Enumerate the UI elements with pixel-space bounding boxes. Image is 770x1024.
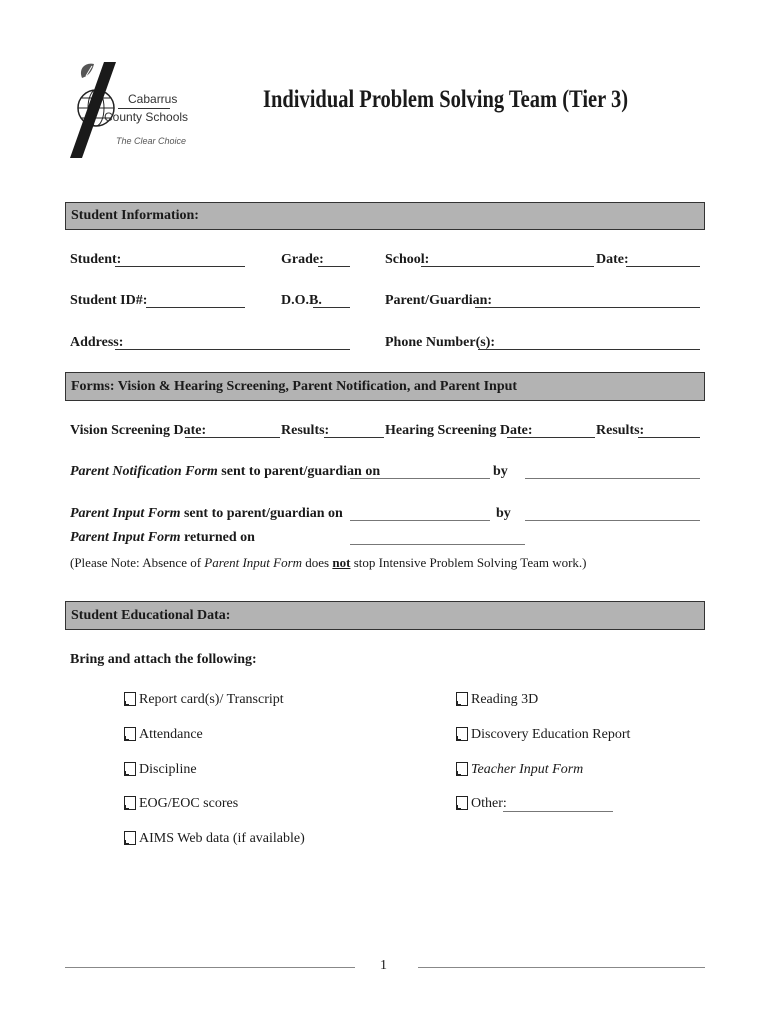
vision-date-field[interactable] [185,437,280,438]
note-mid: does [302,555,333,570]
address-field[interactable] [115,349,350,350]
pif2-italic: Parent Input Form [70,530,181,545]
student-id-label: Student ID#: [70,293,148,308]
parent-label: Parent/Guardian: [385,293,493,308]
student-id-field[interactable] [146,307,245,308]
checkbox-teacher-input[interactable] [456,762,468,776]
checkbox-attendance[interactable] [124,727,136,741]
item-other: Other: [471,796,507,811]
item-teacher-input: Teacher Input Form [471,762,584,777]
item-aims-web: AIMS Web data (if available) [139,831,305,846]
pif-by-field[interactable] [525,520,700,521]
phone-field[interactable] [478,349,700,350]
pnf-by-label: by [493,464,508,479]
date-label: Date: [596,252,629,267]
pif-returned-field[interactable] [350,544,525,545]
pif-returned-line [70,530,255,546]
parent-field[interactable] [475,307,700,308]
footer-rule-right [418,967,705,968]
hearing-results-label: Results: [596,423,645,438]
logo-line1: Cabarrus [128,92,178,106]
note-not: not [332,555,351,570]
vision-results-field[interactable] [324,437,384,438]
item-discovery: Discovery Education Report [471,727,631,742]
item-report-card: Report card(s)/ Transcript [139,692,284,707]
hearing-results-field[interactable] [638,437,700,438]
pif-rest: sent to parent/guardian on [180,506,343,521]
logo-divider [118,108,170,109]
pnf-by-field[interactable] [525,478,700,479]
checkbox-aims-web[interactable] [124,831,136,845]
note-italic: Parent Input Form [204,555,303,570]
checkbox-reading-3d[interactable] [456,692,468,706]
hearing-date-field[interactable] [507,437,595,438]
student-field[interactable] [115,266,245,267]
page-title: Individual Problem Solving Team (Tier 3) [263,86,629,113]
grade-field[interactable] [318,266,350,267]
checkbox-eog-eoc[interactable] [124,796,136,810]
page-number: 1 [380,958,387,973]
checkbox-report-card[interactable] [124,692,136,706]
checkbox-discipline[interactable] [124,762,136,776]
item-attendance: Attendance [139,727,203,742]
address-label: Address: [70,335,124,350]
pnf-italic: Parent Notification Form [70,464,218,479]
vision-results-label: Results: [281,423,330,438]
student-label: Student: [70,252,122,267]
phone-label: Phone Number(s): [385,335,496,350]
note-line [70,555,587,571]
pif-line [70,506,343,522]
item-discipline: Discipline [139,762,197,777]
pif2-rest: returned on [180,530,255,545]
pif-italic: Parent Input Form [70,506,181,521]
note-post: stop Intensive Problem Solving Team work.) [350,555,587,570]
footer-rule-left [65,967,355,968]
note-pre: (Please Note: Absence of [70,555,205,570]
school-field[interactable] [421,266,594,267]
other-field[interactable] [503,811,613,812]
pnf-line [70,464,380,480]
item-eog-eoc: EOG/EOC scores [139,796,239,811]
pif-date-field[interactable] [350,520,490,521]
bring-label: Bring and attach the following: [70,652,257,667]
hearing-label: Hearing Screening Date: [385,423,533,438]
pnf-date-field[interactable] [350,478,490,479]
student-info-header: Student Information: [65,202,705,230]
school-label: School: [385,252,430,267]
date-field[interactable] [626,266,700,267]
checkbox-discovery[interactable] [456,727,468,741]
dob-field[interactable] [313,307,350,308]
pnf-rest: sent to parent/guardian on [217,464,381,479]
forms-header: Forms: Vision & Hearing Screening, Parent Notification, and Parent Input [65,372,705,401]
dob-label: D.O.B. [281,293,322,308]
educational-header: Student Educational Data: [65,601,705,630]
pif-by-label: by [496,506,511,521]
vision-label: Vision Screening Date: [70,423,207,438]
checkbox-other[interactable] [456,796,468,810]
item-reading-3d: Reading 3D [471,692,539,707]
logo-line2: County Schools [104,110,189,124]
grade-label: Grade: [281,252,324,267]
logo-tagline: The Clear Choice [116,136,187,146]
